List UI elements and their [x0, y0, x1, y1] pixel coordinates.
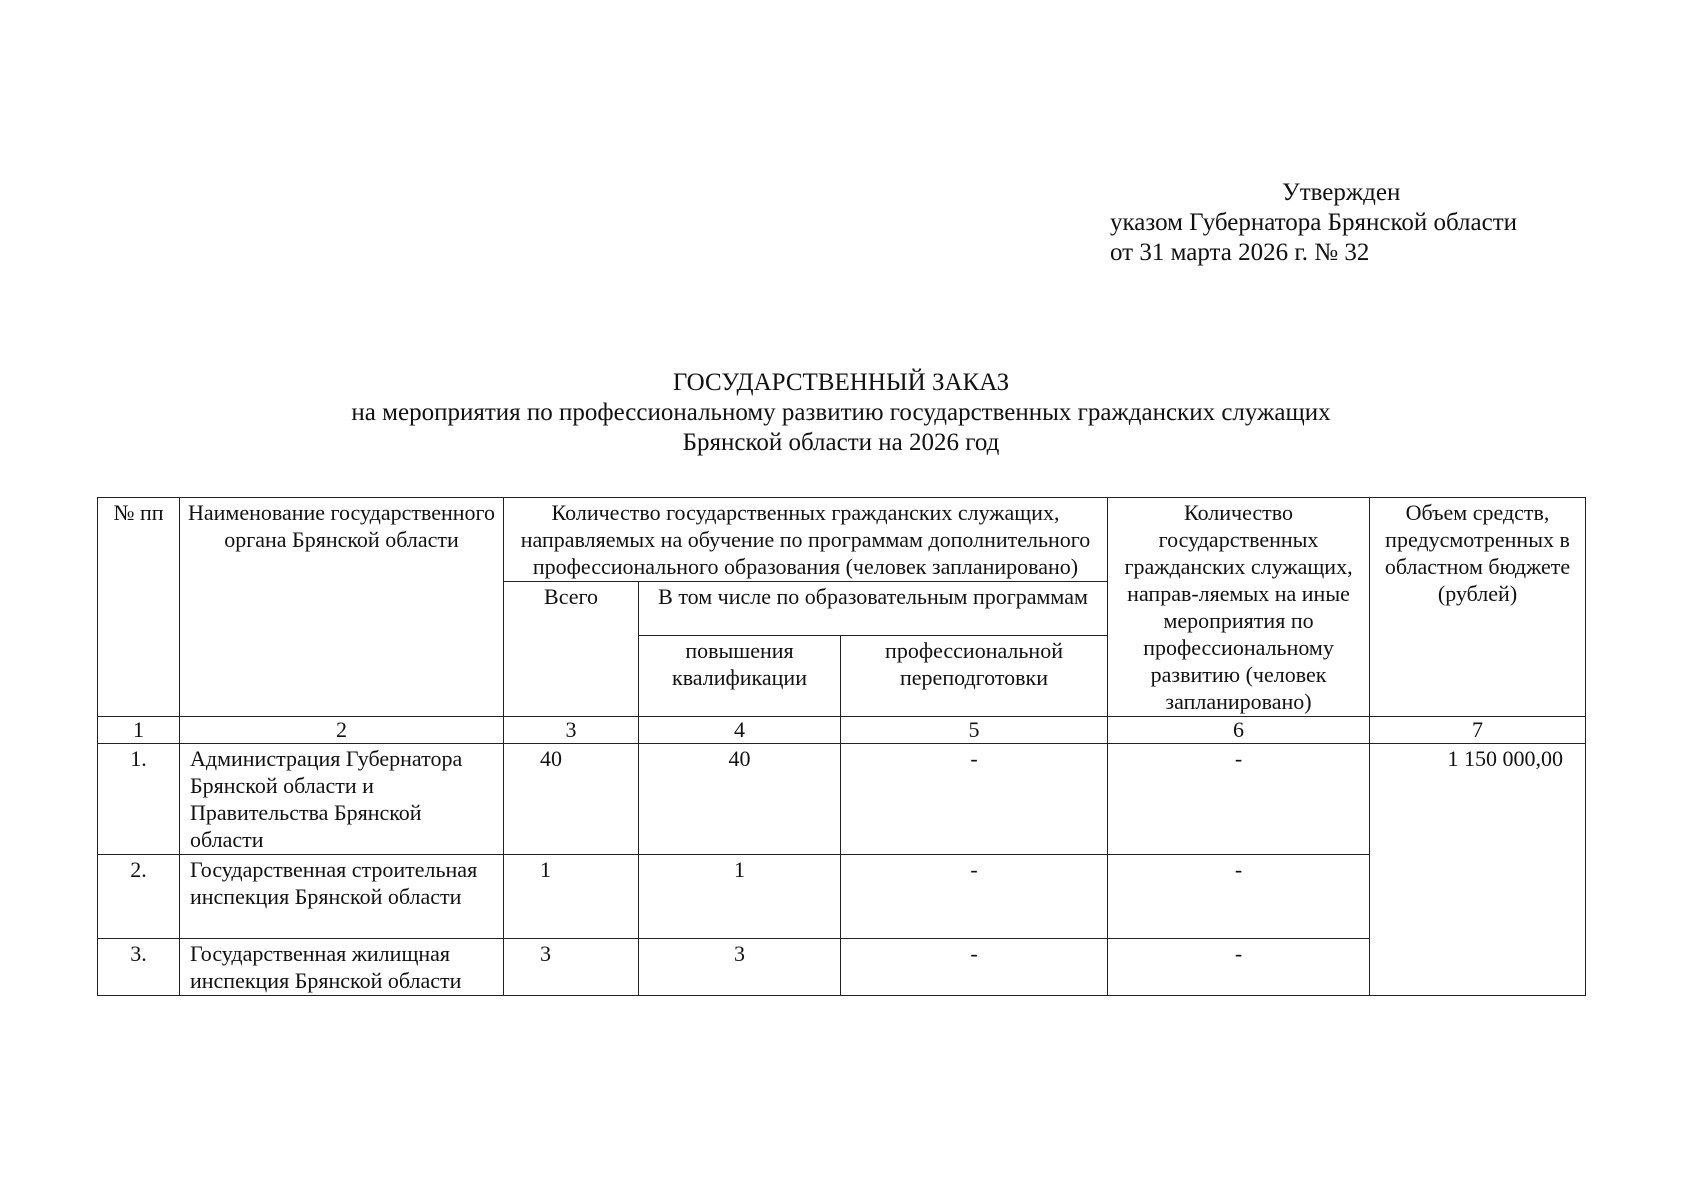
approval-line-decree: указом Губернатора Брянской области: [1110, 209, 1518, 236]
column-number: 3: [504, 717, 639, 744]
row-total: 3: [504, 939, 639, 996]
row-other-events: -: [1108, 744, 1370, 855]
table-row: [98, 855, 1586, 939]
column-numbers-row: [98, 717, 1586, 744]
row-other-events: -: [1108, 855, 1370, 939]
column-number: 2: [180, 717, 504, 744]
title-line-main: ГОСУДАРСТВЕННЫЙ ЗАКАЗ: [672, 369, 1010, 396]
table-row: [98, 744, 1586, 855]
row-number: 1.: [98, 744, 180, 855]
approval-stamp: [1110, 178, 1517, 268]
table-row: [98, 939, 1586, 996]
column-number: 7: [1370, 717, 1586, 744]
row-total: 40: [504, 744, 639, 855]
column-number: 5: [841, 717, 1108, 744]
header-retraining: профессиональной переподготовки: [841, 636, 1108, 717]
approval-line-approved: Утвержден: [1282, 179, 1401, 206]
header-other-events: Количество государственных гражданских служащих, направ-ляемых на иные мероприятия по профессиональному развитию (человек запланировано): [1108, 498, 1370, 717]
row-qualification: 1: [639, 855, 841, 939]
header-including: В том числе по образовательным программам: [639, 582, 1108, 636]
row-org-name: Государственная жилищная инспекция Брянской области: [180, 939, 504, 996]
row-retraining: -: [841, 855, 1108, 939]
header-qualification: повышения квалификации: [639, 636, 841, 717]
budget-total: 1 150 000,00: [1370, 744, 1586, 996]
row-org-name: Государственная строительная инспекция Брянской области: [180, 855, 504, 939]
header-training: Количество государственных гражданских служащих, направляемых на обучение по программам дополнительного профессионального образования (человек запланировано): [504, 498, 1108, 582]
row-qualification: 40: [639, 744, 841, 855]
state-order-table: [97, 497, 1586, 996]
header-budget: Объем средств, предусмотренных в областном бюджете (рублей): [1370, 498, 1586, 717]
title-line-subject: на мероприятия по профессиональному развитию государственных гражданских служащих: [351, 399, 1331, 426]
header-num: № пп: [98, 498, 180, 717]
row-number: 3.: [98, 939, 180, 996]
column-number: 1: [98, 717, 180, 744]
row-retraining: -: [841, 744, 1108, 855]
approval-line-date: от 31 марта 2026 г. № 32: [1110, 239, 1370, 266]
column-number: 4: [639, 717, 841, 744]
title-line-region-year: Брянской области на 2026 год: [682, 429, 1000, 456]
row-number: 2.: [98, 855, 180, 939]
row-org-name: Администрация Губернатора Брянской области и Правительства Брянской области: [180, 744, 504, 855]
header-org: Наименование государственного органа Брянской области: [180, 498, 504, 717]
row-retraining: -: [841, 939, 1108, 996]
header-total: Всего: [504, 582, 639, 717]
row-qualification: 3: [639, 939, 841, 996]
column-number: 6: [1108, 717, 1370, 744]
row-total: 1: [504, 855, 639, 939]
row-other-events: -: [1108, 939, 1370, 996]
document-title: [0, 368, 1682, 458]
